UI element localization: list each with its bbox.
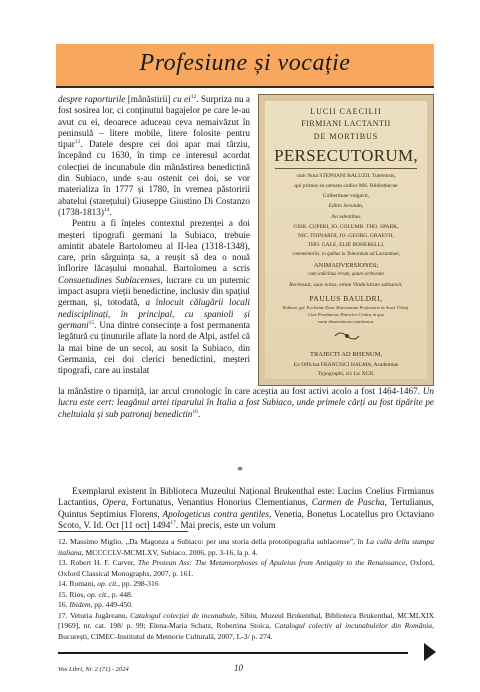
text-italic: Apologeticus contra gentiles — [162, 508, 269, 519]
book-line: Accedentibus — [331, 214, 361, 220]
footnote-ref[interactable]: 13 — [74, 139, 81, 146]
book-line: Recensuit, suas notas, etiam Vindiciarum subiunxit, — [289, 282, 403, 288]
book-line: Rothom. pyl. Ecclesiae Dom. Historiarum Professoris in Acad. Ultraj. — [282, 305, 410, 310]
text: , pp. 298-316 — [118, 579, 159, 588]
text-italic: Ibidem — [69, 600, 91, 609]
book-line: FIRMIANI LACTANTII — [301, 119, 391, 128]
text: Romani, — [69, 579, 98, 588]
footnote-item — [58, 590, 434, 601]
book-line: TRAJECTI AD RHENUM, — [309, 351, 383, 358]
footnote-item — [58, 579, 434, 590]
book-title-page-image — [258, 94, 434, 386]
paragraph-4-block — [58, 486, 434, 531]
full-paragraph — [58, 386, 434, 420]
text-italic: The Protean Ass: The Metamorphoses of Apuleius from Antiquity to the Renaissance — [137, 558, 406, 567]
book-line: Ex Officina FRANCISCI HALMA, Academiae — [293, 362, 399, 368]
text: , Fortunatus, Venantius Honorius Clementianus, — [125, 497, 312, 508]
book-line: qui primus eo uetusto codice MS. Bibliothecae — [294, 183, 398, 189]
footnote-item — [58, 611, 434, 643]
text-italic: La culla della stampa italiana — [58, 537, 434, 557]
book-line: ANIMADVERSIONES; — [313, 262, 379, 269]
divider — [275, 168, 417, 169]
book-line: PERSECUTORUM, — [274, 146, 418, 165]
text-italic: despre raporturile — [58, 94, 128, 104]
footnote-item — [58, 558, 434, 579]
text-italic: Catalogul colectiv al incunabulelor din România — [274, 621, 433, 630]
text: . — [197, 408, 201, 419]
footnote-ref[interactable]: 15 — [88, 319, 95, 326]
footnote-number: 13. — [58, 558, 71, 567]
text: , MCCCCLV-MCMLXV, Subiaco, 2006, pp. 3-16, la p. 4. — [81, 547, 258, 557]
text-italic: Carmen de Pascha — [311, 497, 385, 508]
text: la mânăstire o tiparniță, iar arcul cronologic în care aceștia au fost activi acolo a fost 1464-1467. — [58, 386, 423, 396]
footnotes — [58, 537, 434, 642]
book-line: THO. GALE, ELIE BOHERELLI, — [307, 242, 385, 248]
text-italic: Consuetudines Sublacenses — [58, 274, 161, 285]
text-bracket: [mânăstirii] — [127, 94, 171, 104]
book-line: NIC. TOINARDI, JO. GEORG. GRAEVII, — [298, 233, 394, 239]
text: , Tertulianus, Quintus Septimius Florens, — [58, 497, 434, 519]
paragraph-3 — [58, 386, 434, 420]
text: , p. 448. — [108, 589, 133, 599]
book-line: cum Nota STEPHANI BALUZII, Tutelensis, — [296, 173, 396, 179]
text-italic: Un lucru este cert: leagănul artei tiparului în Italia a fost Subiaco, unde primele cărți au fost tipărite pe cheltuiala și sub patronaj benedictin — [58, 386, 434, 419]
text: . Datele despre cei doi apar mai târziu, începând cu 1630, în timp ce interesul acordat colecției de incunabule din mânăstirea benedictină din Subiaco, unde s-au ostenit cei doi, se vor materializa în 1777 și 1780, în vremea păstoririi abatelui (starețului) Giuseppe Giustino Di Costanzo (1738-1813) — [58, 139, 250, 217]
book-page — [265, 101, 427, 379]
footnote-number: 15. — [58, 589, 70, 599]
text: Robert H. F. Carver, — [70, 558, 138, 567]
header-banner — [56, 44, 434, 88]
footnote-ref[interactable]: 16 — [192, 408, 198, 415]
book-line: DE MORTIBUS — [313, 132, 379, 141]
section-separator: * — [237, 463, 243, 477]
paragraph-1 — [58, 94, 250, 218]
footnote-ref[interactable]: 12 — [190, 93, 197, 100]
text: Exemplarul existent în Biblioteca Muzeului Național Brukenthal este: Lucius Coelius Firmianus Lactantius, — [58, 486, 434, 508]
book-line: GISB. CUPERI, JO. COLUMB. THO. SPARK, — [293, 224, 399, 230]
text-italic: a înlocuit călugării locali nedisciplinați, în principal, cu spanioli și germani — [58, 297, 250, 330]
page-title: Profesiune și vocație — [139, 50, 351, 76]
footer-rule — [58, 652, 408, 654]
text-italic: op. cit. — [97, 579, 119, 588]
page-number: 10 — [234, 663, 243, 673]
journal-issue: Vox Libri, Nr. 2 (71) - 2024 — [58, 666, 129, 673]
text: , Venetia, Bonetus Locatellus pro Octaviano Scoto, V. Id. Oct [11 oct] 1494 — [58, 508, 434, 530]
footnote-divider — [58, 531, 188, 532]
text: , pp. 449-450. — [90, 600, 133, 609]
footnote-item — [58, 600, 434, 611]
book-line: Editio Secunda, — [328, 203, 364, 209]
printer-ornament-icon — [333, 330, 361, 343]
arrow-right-icon[interactable] — [406, 640, 436, 664]
text: , București, CIMEC-Institutul de Memorie Culturală, 2007, L-3/ p. 274. — [58, 621, 434, 641]
book-line: LUCII CAECILII — [310, 107, 382, 116]
footnote-ref[interactable]: 14 — [103, 206, 110, 213]
text: . Mai precis, este un volum — [175, 519, 276, 530]
paragraph-4 — [58, 486, 434, 531]
text-italic: Catalogul colecției de incunabule — [130, 610, 236, 620]
text: Rios, — [69, 589, 88, 599]
text: . — [109, 206, 112, 217]
footnote-number: 16. — [58, 600, 70, 609]
text: , lucrare cu un puternic impact asupra vieții benedictine, inclusiv din spațiul german, și, totodată, — [58, 274, 250, 308]
footnote-ref[interactable]: 17 — [170, 519, 176, 526]
footnote-number: 14. — [58, 579, 70, 588]
text: , Sibiu, Muzeul Brukenthal, Biblioteca Brukenthal, MCMLXIX [1969], nr. cat. 198/ p. 99; Elena-Maria Schatz, Robertina Stoica, — [58, 610, 434, 630]
book-line: cum indicibus rerum, quum verborum — [308, 272, 384, 277]
paragraph-2 — [58, 218, 250, 376]
text: Veturia Jugăreanu, — [70, 610, 131, 620]
text: Pentru a fi înțeles contextul prezenței a doi meșteri tipografi germani la Subiaco, trebuie amintit abatele Bartolomeu al II-lea (1318-1348), care, prin sârguința sa, a reușit să dea o nouă înflorire lăcașului monahal. Bartolomeu a scris — [58, 218, 250, 274]
book-line: varia dissertatione continentur. — [317, 319, 375, 324]
book-line: Typographi, clɔ Iɔc XCII. — [317, 371, 375, 377]
footnote-number: 17. — [58, 610, 71, 620]
book-line: PAULUS BAULDRI, — [309, 294, 383, 303]
text-italic: Opera — [102, 497, 126, 508]
text: Massimo Miglio, „Da Magonza a Subiaco: per una storia della prototipografia sublacense”, în — [70, 537, 366, 546]
text: , Oxford, Oxford Classical Monographs, 2007, p. 161. — [58, 558, 434, 578]
text: . Surpriza nu a fost sosirea lor, ci conținutul bagajelor pe care le-au avut cu ei, deoarece aduceau ceva nemaivăzut în peninsulă – litere mobile, litere folosite pentru tipar — [58, 94, 250, 150]
text: . Una dintre consecințe a fost permanenta legătură cu ținuturile aflate la nord de Alpi, astfel că la mai bine de un secol, au sosit la Subiaco, din Germania, cei doi clerici benedictini, meșteri tipografi, care au instalat — [58, 319, 250, 376]
book-line: Colbertinae vulgavit, — [322, 193, 370, 199]
footnote-number: 12. — [58, 537, 71, 546]
book-line: Cum Praefatione Historico-Critica in qua — [308, 312, 384, 317]
footnote-item — [58, 537, 434, 558]
left-column-text — [58, 94, 250, 376]
text-italic: op. cit. — [87, 589, 109, 599]
text-italic: cu ei — [170, 94, 191, 104]
book-line: commentariis, in quibus la Toinardum ad Lactantium, — [292, 252, 400, 257]
